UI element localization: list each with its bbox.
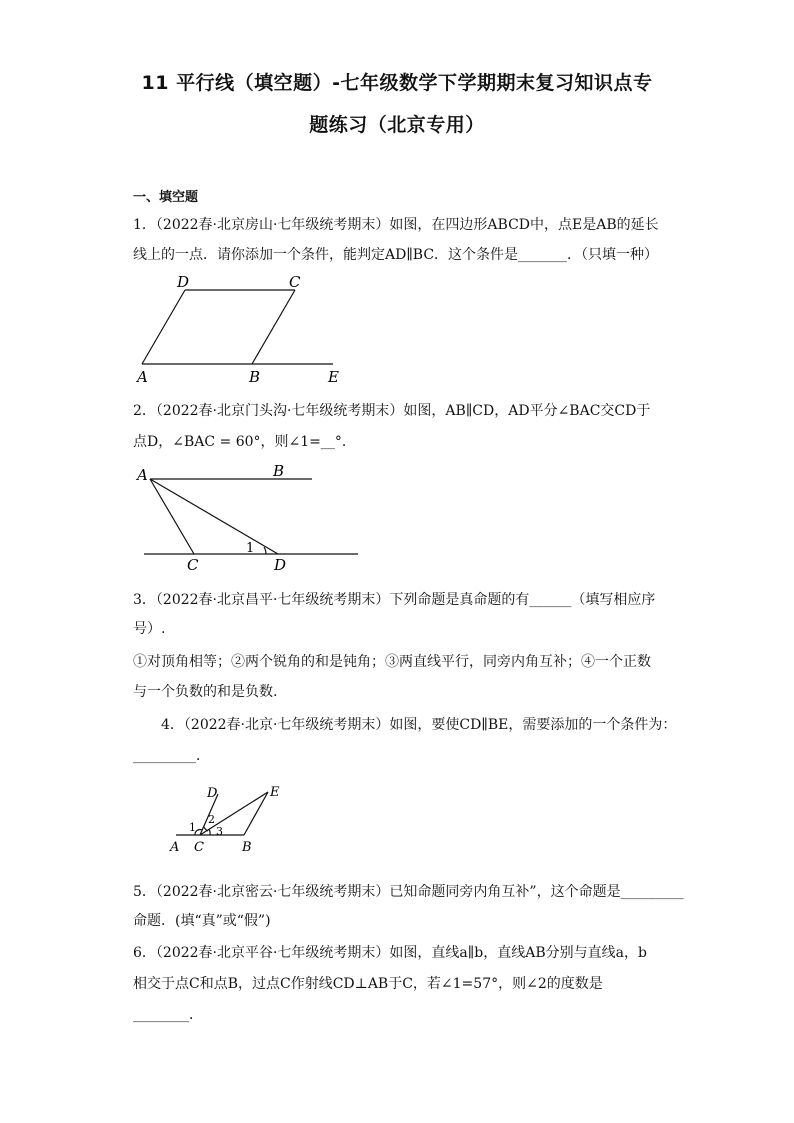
document-title-line-1: 11 平行线（填空题）-七年级数学下学期期末复习知识点专: [141, 72, 653, 94]
q4-label-C: C: [194, 840, 204, 855]
q1-label-B: B: [249, 368, 261, 386]
q4-angle-3-label: 3: [216, 825, 223, 838]
document-title-line-2: 题练习（北京专用）: [309, 114, 485, 136]
question-6-line-1: 6．（2022春·北京平谷·七年级统考期末）如图，直线a∥b，直线AB分别与直线a，b: [133, 945, 647, 961]
q4-label-A: A: [170, 840, 180, 855]
q4-angle-2-label: 2: [208, 813, 215, 826]
q2-label-C: C: [187, 556, 199, 574]
question-3-line-2: 号）.: [133, 621, 166, 637]
question-1-figure: [130, 270, 360, 390]
question-6-line-3: ________．: [133, 1007, 203, 1023]
question-3-line-1: 3．（2022春·北京昌平·七年级统考期末）下列命题是真命题的有______（填写相应序: [133, 592, 656, 608]
q4-angle-1-label: 1: [189, 821, 196, 834]
question-6-line-2: 相交于点C和点B，过点C作射线CD⊥AB于C，若∠1=57°，则∠2的度数是: [133, 976, 603, 992]
q4-label-B: B: [242, 840, 252, 855]
question-4-figure: [160, 778, 300, 858]
question-5-line-2: 命题．(填“真”或“假”): [133, 913, 271, 929]
q2-angle-1-label: 1: [246, 541, 255, 556]
question-2-line-1: 2．（2022春·北京门头沟·七年级统考期末）如图，AB∥CD，AD平分∠BAC交CD于: [133, 403, 651, 419]
question-4-line-1: 4．（2022春·北京·七年级统考期末）如图，要使CD∥BE，需要添加的一个条件为：: [161, 717, 677, 733]
q1-label-D: D: [177, 273, 190, 291]
question-2-figure: [130, 460, 370, 575]
q4-label-D: D: [207, 786, 218, 801]
q2-label-B: B: [273, 462, 285, 480]
q4-label-E: E: [270, 785, 280, 800]
section-heading: 一、填空题: [133, 190, 199, 205]
q2-label-D: D: [274, 556, 287, 574]
q1-label-A: A: [137, 368, 148, 386]
question-3-line-3: ①对顶角相等；②两个锐角的和是钝角；③两直线平行，同旁内角互补；④一个正数: [133, 654, 651, 670]
q2-label-A: A: [137, 466, 148, 484]
q1-label-C: C: [289, 273, 301, 291]
question-2-line-2: 点D，∠BAC = 60°，则∠1=__°．: [133, 434, 356, 450]
question-4-line-2: _________．: [133, 748, 210, 764]
q1-label-E: E: [328, 368, 339, 386]
question-1-line-2: 线上的一点．请你添加一个条件，能判定AD∥BC．这个条件是_______．（只填一种）: [133, 247, 659, 263]
question-3-line-4: 与一个负数的和是负数.: [133, 684, 278, 700]
question-5-line-1: 5．（2022春·北京密云·七年级统考期末）已知命题同旁内角互补”，这个命题是_________: [133, 884, 684, 900]
question-1-line-1: 1．（2022春·北京房山·七年级统考期末）如图，在四边形ABCD中，点E是AB的延长: [133, 217, 659, 233]
